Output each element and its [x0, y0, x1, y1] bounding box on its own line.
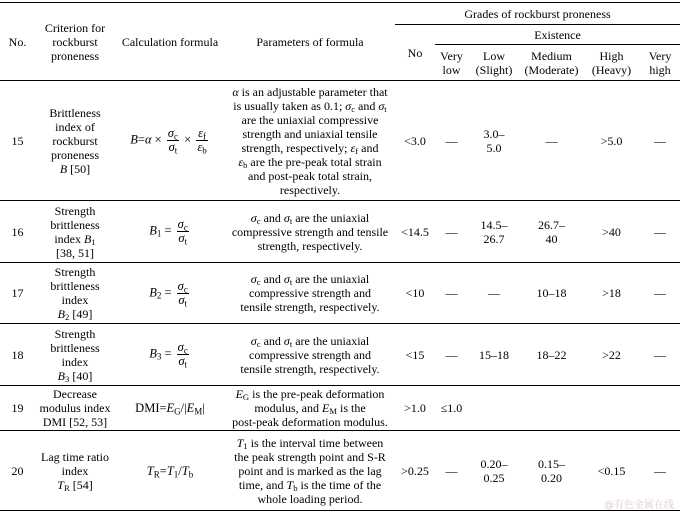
grade-value: <0.15 [597, 463, 626, 478]
header-very-low [435, 45, 468, 81]
text-line: (Slight) [475, 62, 513, 77]
math-symbol: ε [350, 140, 356, 155]
text-line: $T_R=T_1/T_b$ [146, 463, 194, 479]
subscript: c [183, 345, 188, 356]
subscript: c [256, 277, 261, 288]
criterion-cell [35, 263, 115, 324]
subscript: 1 [173, 468, 179, 479]
parameters-cell [225, 324, 395, 386]
grade-low-cell [468, 431, 520, 511]
grade-high-cell [583, 386, 640, 431]
subscript: c [183, 222, 188, 233]
subscript: M [194, 406, 203, 417]
grade-no-cell [395, 201, 435, 263]
subscript: t [384, 103, 387, 114]
grade-value: — [654, 286, 667, 300]
text-line: compressive strength and tensile [231, 224, 389, 239]
grade-low-cell [468, 263, 520, 324]
header-medium [520, 45, 583, 81]
table-row [0, 431, 680, 511]
text-line: is usually taken as 0.1; $\sigma_c$ and $\sigma_t$ [233, 98, 387, 114]
table-row [0, 201, 680, 263]
text-line: respectively. [279, 182, 341, 197]
subscript: M [329, 406, 337, 417]
math-symbol: σ [178, 292, 185, 307]
subscript: t [289, 338, 293, 349]
text-line: Medium [531, 48, 572, 63]
grade-very-high-cell [640, 324, 680, 386]
grade-medium-cell [520, 431, 583, 511]
math-symbol: σ [177, 217, 184, 231]
grade-value: >1.0 [404, 401, 426, 415]
header-row [0, 3, 680, 25]
text-line: $T_1$ is the interval time between [236, 435, 384, 451]
text-line: modulus index [39, 401, 111, 415]
math-symbol: σ [250, 272, 257, 286]
math-symbol: σ [178, 354, 185, 368]
text-line: compressive strength and [249, 347, 371, 362]
grade-value: — [654, 463, 667, 478]
subscript: b [202, 145, 207, 156]
subscript: b [243, 159, 248, 170]
grade-value: 26.7–40 [538, 217, 565, 246]
grade-very-low-cell [435, 324, 468, 386]
math-symbol: B [57, 307, 66, 321]
text-line: Strength [54, 265, 96, 279]
grade-no-cell [395, 386, 435, 431]
criterion-cell [35, 201, 115, 263]
text-line: High [599, 48, 624, 63]
grade-medium-cell [520, 324, 583, 386]
grade-value: — [545, 133, 558, 148]
row-number: 19 [0, 386, 35, 431]
grade-value: — [488, 286, 500, 300]
grade-very-high-cell [640, 386, 680, 431]
fraction [196, 127, 207, 154]
grade-medium-cell [520, 81, 583, 201]
math-symbol: ε [197, 140, 203, 154]
grade-value: 15–18 [479, 347, 509, 362]
table-header [0, 3, 680, 81]
grade-very-high-cell [640, 263, 680, 324]
text-line: α is an adjustable parameter that [232, 84, 388, 99]
grade-very-high-cell [640, 201, 680, 263]
table-body [0, 81, 680, 511]
grade-high-cell [583, 324, 640, 386]
math-symbol: B [59, 161, 68, 176]
grade-value: — [445, 286, 458, 300]
rockburst-proneness-table [0, 2, 680, 511]
table-row [0, 263, 680, 324]
subscript: R [153, 468, 160, 479]
grade-very-low-cell [435, 263, 468, 324]
text-line: compressive strength and [249, 286, 371, 300]
grade-very-low-cell [435, 386, 468, 431]
text-line: rockburst [52, 133, 98, 148]
math-symbol: T [57, 477, 64, 492]
grade-value: — [654, 133, 667, 148]
formula-cell [115, 81, 225, 201]
denominator [177, 232, 189, 245]
text-line: $B_3$ = $\frac{\sigma_c}{\sigma_t}$ [149, 340, 188, 370]
text-line: $B_3$ [40] [57, 368, 93, 384]
math-symbol: σ [177, 278, 184, 293]
math-symbol: B [149, 223, 157, 238]
text-line: DMI [52, 53] [42, 415, 108, 429]
grade-value: 10–18 [536, 286, 567, 300]
math-symbol: E [321, 401, 330, 415]
math-symbol: σ [283, 210, 290, 225]
text-line: brittleness [50, 217, 100, 232]
text-line: Strength [54, 203, 96, 218]
text-line: $\sigma_c$ and $\sigma_t$ are the uniaxial [250, 210, 370, 226]
grade-value: <15 [405, 347, 425, 362]
subscript: 1 [156, 228, 162, 239]
grade-value: <3.0 [404, 133, 426, 148]
math-symbol: σ [168, 140, 175, 154]
grade-low-cell [468, 81, 520, 201]
text-line: high [649, 62, 671, 77]
grade-very-high-cell [640, 81, 680, 201]
header-formula: Calculation formula [115, 3, 225, 81]
subscript: R [63, 482, 70, 493]
subscript: t [289, 215, 293, 226]
text-line: B [50] [59, 161, 91, 176]
grade-value: ≤1.0 [440, 401, 463, 415]
grade-no-cell [395, 431, 435, 511]
denominator [196, 141, 207, 154]
fraction [177, 280, 189, 307]
text-line: $\sigma_c$ and $\sigma_t$ are the uniaxial [250, 333, 370, 349]
row-number: 16 [0, 201, 35, 263]
formula-cell [115, 201, 225, 263]
formula-cell [115, 386, 225, 431]
text-line: Very [440, 48, 463, 63]
text-line: index [61, 354, 89, 369]
subscript: c [351, 103, 356, 114]
criterion-cell [35, 324, 115, 386]
subscript: c [256, 338, 261, 349]
math-symbol: E [166, 401, 175, 415]
fraction [177, 218, 189, 245]
denominator [177, 294, 189, 307]
text-line: proneness [51, 147, 99, 162]
grade-very-low-cell [435, 81, 468, 201]
text-line: index [61, 463, 89, 478]
math-symbol: B [84, 231, 92, 246]
formula-cell [115, 431, 225, 511]
grade-medium-cell [520, 386, 583, 431]
numerator [177, 280, 189, 294]
grade-value: — [445, 347, 458, 362]
table-row [0, 81, 680, 201]
subscript: G [242, 392, 250, 403]
subscript: t [289, 277, 293, 288]
text-line: strength, respectively; $\varepsilon_f$ and [241, 140, 379, 156]
denominator [167, 141, 179, 154]
text-line: (Moderate) [524, 62, 579, 77]
text-line: proneness [51, 48, 99, 63]
subscript: 2 [65, 312, 70, 323]
subscript: 1 [91, 236, 96, 247]
subscript: b [293, 482, 298, 493]
grade-value: — [445, 133, 458, 148]
text-line: are the uniaxial compressive [241, 112, 379, 127]
row-number: 20 [0, 431, 35, 511]
numerator [177, 341, 189, 355]
header-grade-no: No [395, 25, 435, 81]
math-symbol: T [166, 463, 174, 478]
fraction [177, 341, 189, 368]
grade-value: 0.15–0.20 [538, 456, 565, 485]
text-line: and post-peak total strain, [248, 168, 372, 183]
text-line: strength, respectively. [257, 238, 363, 253]
text-line: whole loading period. [257, 491, 363, 506]
math-symbol: α [232, 84, 239, 99]
row-number: 17 [0, 263, 35, 324]
text-line: Strength [54, 326, 96, 341]
grade-value: <10 [405, 286, 425, 300]
grade-value: >40 [602, 224, 621, 239]
row-number: 18 [0, 324, 35, 386]
math-symbol: ε [238, 154, 244, 169]
text-line: Criterion for [44, 20, 106, 35]
math-symbol: B [57, 368, 66, 383]
subscript: b [188, 468, 194, 479]
text-line: $\sigma_c$ and $\sigma_t$ are the uniaxial [250, 272, 370, 288]
row-number: 15 [0, 81, 35, 201]
text-line: (Heavy) [591, 62, 632, 77]
text-line: $E_G$ is the pre-peak deformation [235, 387, 385, 403]
grade-value: 0.20–0.25 [480, 456, 508, 485]
grade-low-cell [468, 324, 520, 386]
grade-low-cell [468, 201, 520, 263]
text-line: Lag time ratio [41, 449, 109, 464]
math-symbol: σ [283, 333, 290, 348]
criterion-cell [35, 81, 115, 201]
formula-cell [115, 324, 225, 386]
grade-no-cell [395, 263, 435, 324]
grade-high-cell [583, 81, 640, 201]
text-line: index $B_1$ [54, 231, 96, 247]
header-very-high [640, 45, 680, 81]
grade-value: <14.5 [401, 224, 429, 239]
subscript: 3 [65, 373, 70, 384]
subscript: t [184, 236, 188, 247]
math-symbol: B [130, 132, 138, 147]
math-symbol: σ [167, 126, 174, 140]
text-line: Very [648, 48, 672, 63]
header-high [583, 45, 640, 81]
fraction [167, 127, 179, 154]
math-symbol: σ [283, 272, 290, 286]
subscript: G [174, 406, 181, 417]
math-symbol: E [186, 401, 195, 415]
subscript: c [183, 283, 188, 294]
grade-low-cell [468, 386, 520, 431]
text-line: low [442, 62, 461, 77]
grade-value: 3.0–5.0 [483, 126, 505, 155]
math-symbol: T [236, 435, 244, 450]
formula-cell [115, 263, 225, 324]
math-symbol: σ [250, 210, 257, 225]
parameters-cell [225, 431, 395, 511]
text-line: strength and uniaxial tensile [242, 126, 378, 141]
table-row [0, 324, 680, 386]
subscript: t [184, 297, 188, 308]
text-line: index [61, 293, 89, 307]
watermark: @有色金属在线 [604, 500, 674, 511]
text-line: tensile strength, respectively. [240, 361, 380, 376]
grade-value: >5.0 [600, 133, 623, 148]
grade-value: 14.5–26.7 [480, 217, 508, 246]
numerator [196, 127, 207, 141]
math-symbol: σ [345, 98, 352, 113]
grade-value: — [654, 347, 667, 362]
numerator [167, 127, 179, 141]
math-symbol: σ [250, 333, 257, 348]
text-line: $B_2$ = $\frac{\sigma_c}{\sigma_t}$ [149, 278, 188, 308]
header-grades: Grades of rockburst proneness [395, 3, 680, 25]
grade-high-cell [583, 201, 640, 263]
header-parameters: Parameters of formula [225, 3, 395, 81]
subscript: t [184, 359, 188, 370]
grade-medium-cell [520, 201, 583, 263]
subscript: t [174, 145, 178, 156]
text-line: $\varepsilon_b$ are the pre-peak total strain [238, 154, 382, 170]
subscript: 1 [243, 440, 248, 451]
grade-value: >18 [602, 286, 621, 300]
math-symbol: σ [178, 231, 185, 245]
numerator [177, 218, 189, 232]
header-criterion [35, 3, 115, 81]
math-symbol: σ [177, 340, 184, 354]
denominator [177, 355, 189, 368]
subscript: c [256, 215, 261, 226]
grade-no-cell [395, 324, 435, 386]
text-line: index of [55, 119, 95, 134]
math-symbol: ε [198, 126, 203, 140]
math-symbol: T [286, 477, 294, 492]
parameters-cell [225, 386, 395, 431]
text-line: Low [483, 48, 505, 63]
math-symbol: E [235, 387, 243, 401]
text-line: modulus, and $E_M$ is the [254, 401, 366, 417]
table-row [0, 386, 680, 431]
text-line: Decrease [53, 387, 97, 401]
parameters-cell [225, 263, 395, 324]
text-line: time, and $T_b$ is the time of the [238, 477, 382, 493]
criterion-cell [35, 386, 115, 431]
text-line: $T_R$ [54] [57, 477, 93, 493]
text-line: Brittleness [49, 105, 101, 120]
grade-value: >0.25 [401, 463, 429, 478]
grade-value: 18–22 [536, 347, 567, 362]
grade-medium-cell [520, 263, 583, 324]
text-line: point and is marked as the lag [238, 463, 382, 478]
text-line: $DMI=E_G/|E_M|$ [135, 401, 205, 417]
text-line: B=α × $\frac{\sigma_c}{\sigma_t}$ × $\frac{\varepsilon_f}{\varepsilon_b}$ [130, 126, 207, 156]
grade-value: — [445, 224, 458, 239]
subscript: 3 [156, 351, 162, 362]
parameters-cell [225, 81, 395, 201]
text-line: post-peak deformation modulus. [232, 415, 388, 429]
grade-value: — [445, 463, 458, 478]
header-no: No. [0, 3, 35, 81]
text-line: the peak strength point and S-R [234, 449, 386, 464]
text-line: $B_1$ = $\frac{\sigma_c}{\sigma_t}$ [149, 217, 188, 247]
math-symbol: T [181, 463, 189, 478]
text-line: rockburst [52, 34, 98, 49]
grade-very-low-cell [435, 201, 468, 263]
text-line: tensile strength, respectively. [240, 300, 380, 314]
math-symbol: α [144, 132, 152, 147]
grade-high-cell [583, 263, 640, 324]
text-line: $B_2$ [49] [57, 307, 93, 323]
grade-value: — [654, 224, 667, 239]
math-symbol: T [146, 463, 154, 478]
grade-value: >22 [602, 347, 621, 362]
math-symbol: σ [378, 98, 385, 113]
text-line: brittleness [50, 340, 100, 355]
math-symbol: B [149, 284, 157, 299]
text-line: brittleness [50, 279, 100, 293]
criterion-cell [35, 431, 115, 511]
subscript: 2 [156, 290, 162, 301]
header-low [468, 45, 520, 81]
subscript: f [355, 145, 359, 156]
header-existence: Existence [435, 25, 680, 45]
text-line: [38, 51] [56, 245, 94, 260]
subscript: f [203, 131, 206, 142]
math-symbol: B [149, 346, 157, 361]
grade-no-cell [395, 81, 435, 201]
parameters-cell [225, 201, 395, 263]
grade-very-low-cell [435, 431, 468, 511]
subscript: c [174, 131, 178, 142]
